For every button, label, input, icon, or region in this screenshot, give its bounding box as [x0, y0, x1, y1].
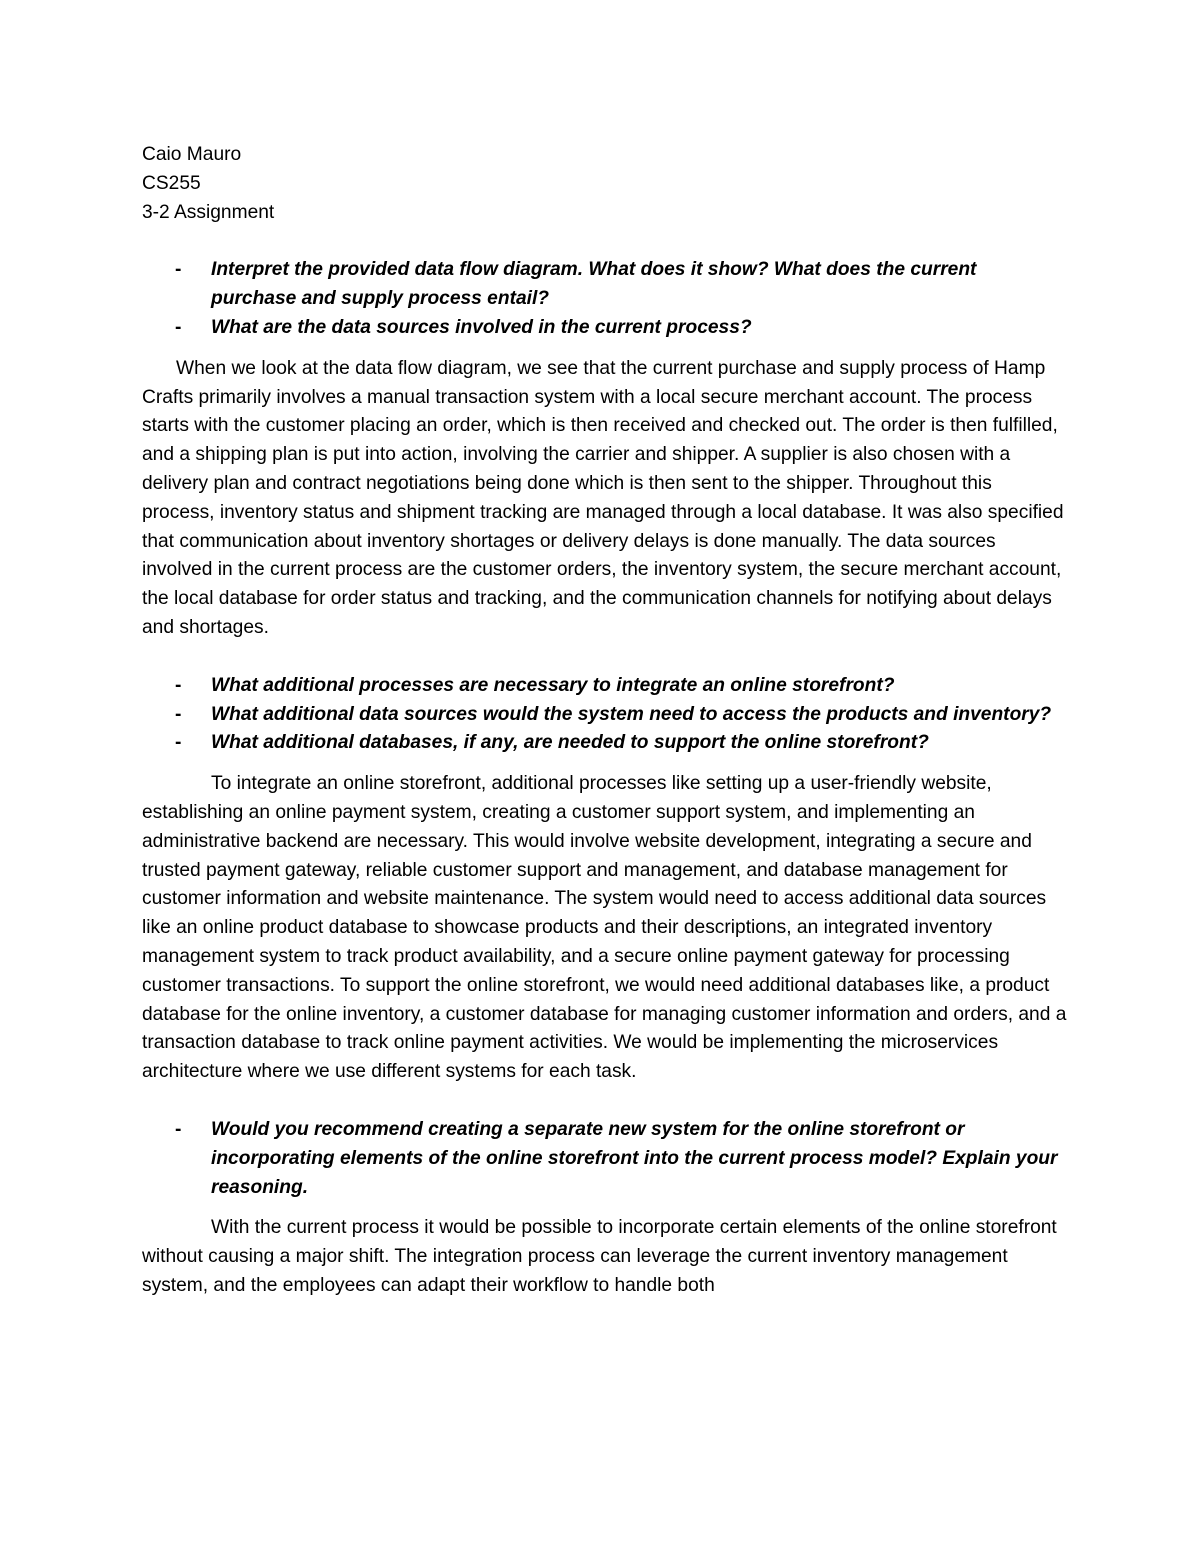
question-item [142, 314, 1067, 343]
question-text: What additional databases, if any, are needed to support the online storefront? [211, 732, 929, 754]
assignment-title: 3-2 Assignment [142, 201, 275, 223]
document-body [142, 141, 1067, 1301]
question-text: What additional processes are necessary to integrate an online storefront? [211, 674, 895, 696]
question-item [142, 672, 1067, 701]
answer-paragraph-2: To integrate an online storefront, additional processes like setting up a user-friendly website, establishing an online payment system, creating a customer support system, and implementing an administrative backend are necessary. This would involve website development, integrating a secure and trusted payment gateway, reliable customer support and management, and database management for customer information and website maintenance. The system would need to access additional data sources like an online product database to showcase products and their descriptions, an integrated inventory management system to track product availability, and a secure online payment gateway for processing customer transactions. To support the online storefront, we would need additional databases like, a product database for the online inventory, a customer database for managing customer information and orders, and a transaction database to track online payment activities. We would be implementing the microservices architecture where we use different systems for each task. [142, 773, 1067, 1083]
bullet-dash: - [175, 732, 182, 754]
question-item [142, 1116, 1067, 1202]
question-list-1 [142, 256, 1067, 342]
bullet-dash: - [175, 674, 182, 696]
question-item [142, 256, 1067, 314]
question-list-2 [142, 672, 1067, 758]
question-list-3 [142, 1116, 1067, 1202]
question-text: What additional data sources would the system need to access the products and inventory? [211, 703, 1052, 725]
question-text: What are the data sources involved in the current process? [211, 316, 752, 338]
bullet-dash: - [175, 259, 182, 281]
course-code: CS255 [142, 172, 201, 194]
question-item [142, 729, 1067, 758]
question-text: Interpret the provided data flow diagram. What does it show? What does the current purchase and supply process entail? [211, 259, 977, 310]
bullet-dash: - [175, 1118, 182, 1140]
answer-paragraph-3: With the current process it would be possible to incorporate certain elements of the online storefront without causing a major shift. The integration process can leverage the current inventory management system, and the employees can adapt their workflow to handle both [142, 1217, 1057, 1296]
author-name: Caio Mauro [142, 144, 242, 165]
bullet-dash: - [175, 703, 182, 725]
question-text: Would you recommend creating a separate new system for the online storefront or incorporating elements of the online storefront into the current process model? Explain your reasoning. [211, 1118, 1058, 1198]
bullet-dash: - [175, 316, 182, 338]
question-item [142, 701, 1067, 730]
answer-paragraph-1: When we look at the data flow diagram, we see that the current purchase and supply process of Hamp Crafts primarily involves a manual transaction system with a local secure merchant account. The process starts with the customer placing an order, which is then received and checked out. The order is then fulfilled, and a shipping plan is put into action, involving the carrier and shipper. A supplier is also chosen with a delivery plan and contract negotiations being done which is then sent to the shipper. Throughout this process, inventory status and shipment tracking are managed through a local database. It was also specified that communication about inventory shortages or delivery delays is done manually. The data sources involved in the current process are the customer orders, the inventory system, the secure merchant account, the local database for order status and tracking, and the communication channels for notifying about delays and shortages. [142, 357, 1064, 638]
